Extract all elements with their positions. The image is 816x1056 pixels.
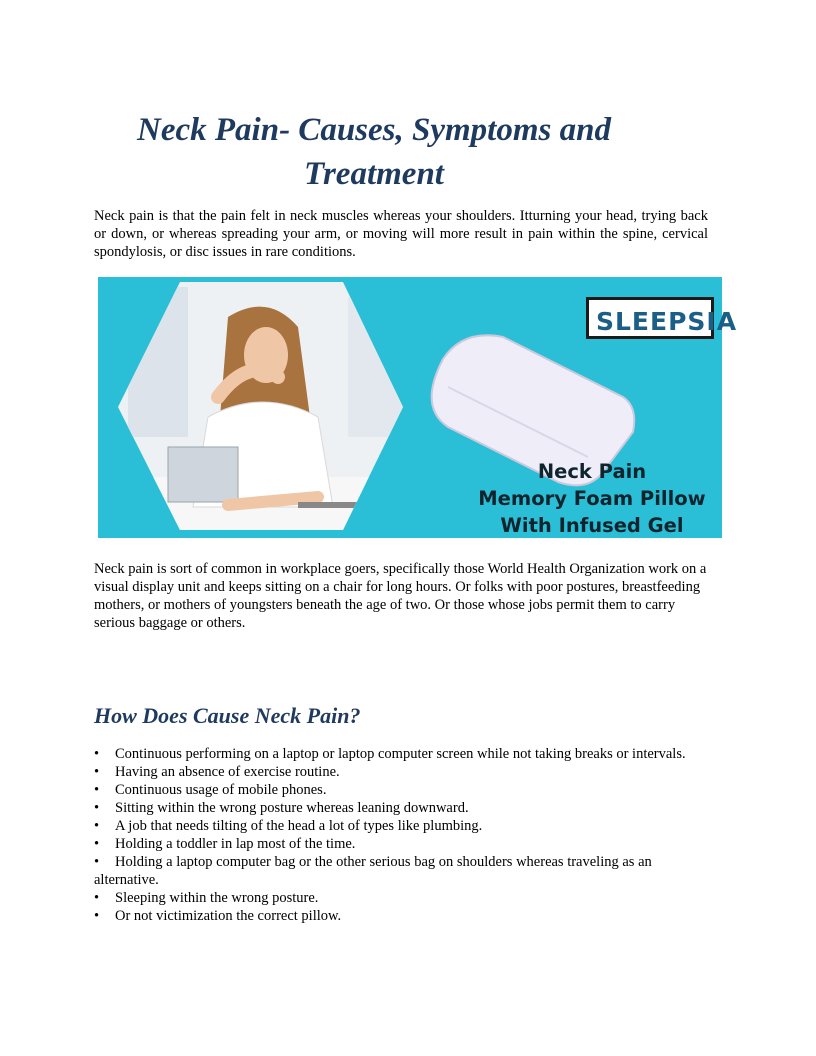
list-item [94,889,714,907]
page-title: Neck Pain- Causes, Symptoms and Treatment [137,112,611,192]
list-item-text: Or not victimization the correct pillow. [115,908,342,924]
bullet-icon: • [94,908,100,924]
list-item [94,907,714,925]
caption-line: With Infused Gel [500,514,684,537]
list-item-text: Continuous usage of mobile phones. [115,782,327,798]
bullet-icon: • [94,818,100,834]
section-heading: How Does Cause Neck Pain? [94,703,361,728]
list-item-text: Sleeping within the wrong posture. [115,890,319,906]
bullet-icon: • [94,800,100,816]
list-item [94,853,714,889]
list-item [94,817,714,835]
list-item-text: Continuous performing on a laptop or laptop computer screen while not taking breaks or intervals. [115,746,686,762]
list-item-text: Holding a toddler in lap most of the time. [115,836,356,852]
product-banner [98,277,738,538]
bullet-icon: • [94,746,100,762]
intro-paragraph: Neck pain is that the pain felt in neck muscles whereas your shoulders. Itturning your head, trying back or down, or whereas spreading your arm, or moving will more result in pain within the spine, cervical spondylosis, or disc issues in rare conditions. [94,208,708,260]
list-item-text: Sitting within the wrong posture whereas leaning downward. [115,800,469,816]
list-item-text: A job that needs tilting of the head a lot of types like plumbing. [115,818,483,834]
cause-list [94,745,714,925]
caption-line: Memory Foam Pillow [478,487,706,510]
list-item-text: Holding a laptop computer bag or the other serious bag on shoulders whereas traveling as an alternative. [94,854,652,888]
list-item [94,799,714,817]
banner-caption [462,458,722,539]
bullet-icon: • [94,764,100,780]
bullet-icon: • [94,782,100,798]
second-paragraph: Neck pain is sort of common in workplace goers, specifically those World Health Organization work on a visual display unit and keeps sitting on a chair for long hours. Or folks with poor postures, breastfeeding mothers, or mothers of youngsters beneath the age of two. Or those whose jobs permit them to carry serious baggage or others. [94,561,707,631]
bullet-icon: • [94,836,100,852]
caption-line: Neck Pain [537,460,647,483]
list-item [94,763,714,781]
bullet-icon: • [94,854,100,870]
list-item [94,781,714,799]
brand-logo: SLEEPSIA [596,307,738,336]
woman-neck-pain-photo [98,277,418,538]
list-item [94,835,714,853]
bullet-icon: • [94,890,100,906]
list-item-text: Having an absence of exercise routine. [115,764,340,780]
list-item [94,745,714,763]
